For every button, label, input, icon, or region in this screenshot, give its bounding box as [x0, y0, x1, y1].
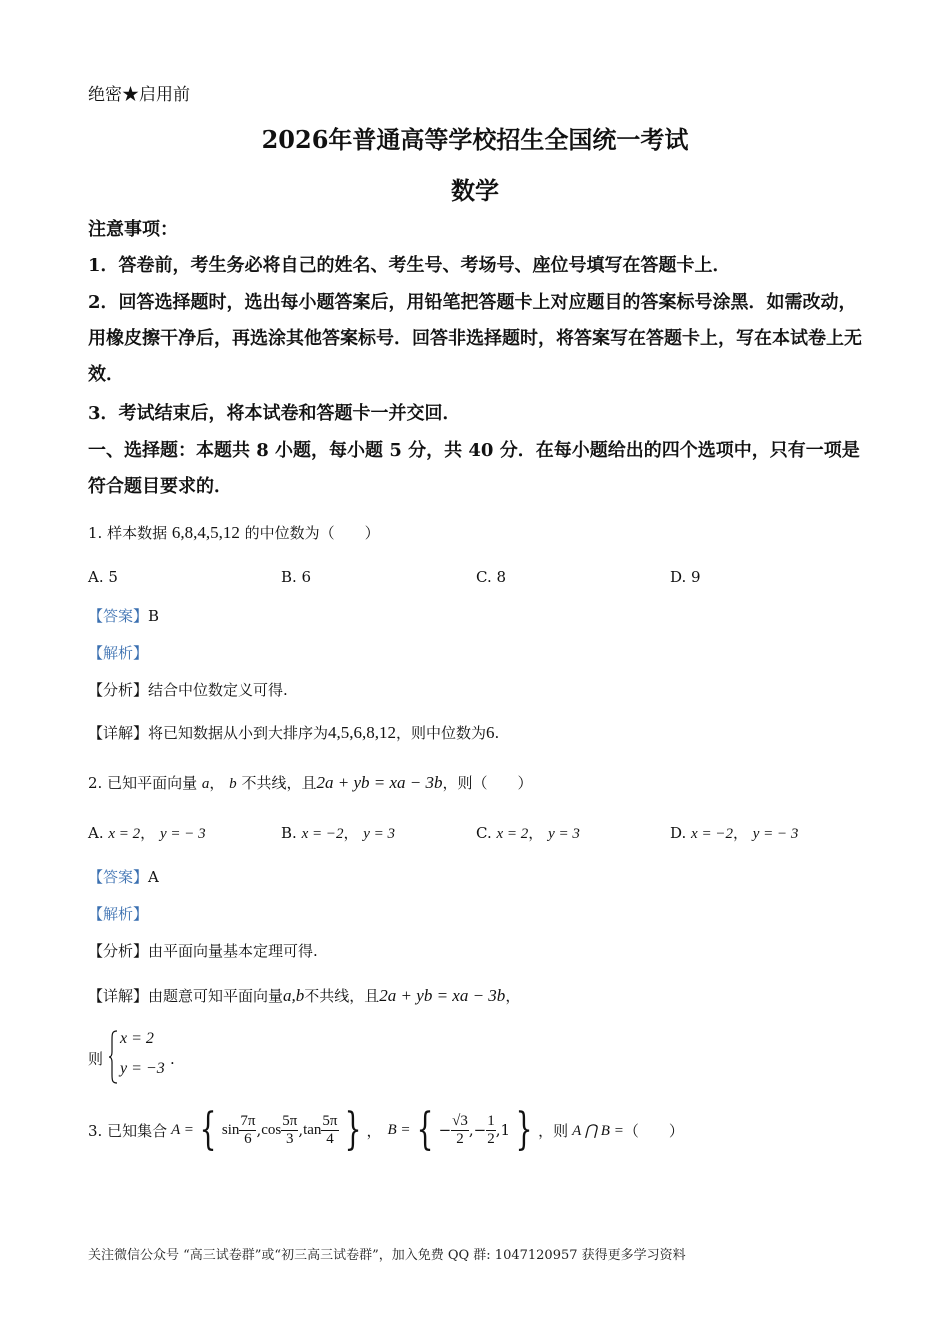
q2-equation: 2a + yb = xa − 3b [316, 773, 443, 792]
exam-subject: 数学 [451, 176, 499, 205]
fraction: $\frac{5\pi}{3}$ [282, 1112, 298, 1147]
right-brace-icon: } [515, 1104, 533, 1155]
right-brace-icon: } [344, 1104, 361, 1155]
notice-item-1: 1．答卷前，考生务必将自己的姓名、考生号、考场号、座位号填写在答题卡上． [88, 255, 731, 276]
fraction: $\frac{7\pi}{6}$ [240, 1112, 256, 1147]
q2-answer: 【答案】A [88, 868, 159, 886]
q1-option-c: C. 8 [476, 568, 507, 586]
q1-analysis-tag: 【解析】 [88, 644, 149, 662]
set-a-name: A = [171, 1121, 194, 1138]
question-2-stem: 2. 已知平面向量 a， b 不共线，且2a + yb = xa − 3b，则（ ） [88, 773, 533, 792]
fraction: $\frac{1}{2}$ [487, 1112, 495, 1147]
exam-title: 2026年普通高等学校招生全国统一考试 [261, 125, 689, 154]
q1-fenxi: 【分析】结合中位数定义可得. [88, 681, 288, 699]
q2-option-d: D. x = −2， y = − 3 [670, 824, 799, 842]
vector-b: b [229, 776, 237, 792]
section-heading: 一、选择题：本题共 8 小题，每小题 5 分，共 40 分．在每小题给出的四个选项中，只有一项是符合题目要求的． [88, 440, 860, 497]
q2-option-a: A. x = 2， y = − 3 [88, 824, 206, 842]
fraction: $\frac{√3}{2}$ [452, 1112, 468, 1147]
q1-answer: 【答案】B [88, 607, 160, 625]
q1-option-d: D. 9 [670, 568, 701, 586]
q2-option-c: C. x = 2， y = 3 [476, 824, 580, 842]
vector-a: a [201, 776, 210, 792]
left-brace-icon: { [199, 1104, 217, 1155]
q1-option-a: A. 5 [88, 568, 118, 586]
q1-data-values: 6,8,4,5,12 [171, 523, 240, 542]
q2-option-b: B. x = −2， y = 3 [281, 824, 396, 842]
q1-detail: 【详解】将已知数据从小到大排序为4,5,6,8,12，则中位数为6. [88, 723, 500, 742]
secret-label: 绝密★启用前 [88, 85, 190, 105]
question-1-stem: 1. 样本数据 6,8,4,5,12 的中位数为（ ） [88, 523, 380, 542]
q2-fenxi: 【分析】由平面向量基本定理可得. [88, 942, 318, 960]
notice-item-2: 2．回答选择题时，选出每小题答案后，用铅笔把答题卡上对应题目的答案标号涂黑．如需改动，用橡皮擦干净后，再选涂其他答案标号．回答非选择题时，将答案写在答题卡上，写在本试卷上无效． [88, 292, 862, 385]
q2-analysis-tag: 【解析】 [88, 905, 149, 923]
notice-item-3: 3．考试结束后，将本试卷和答题卡一并交回． [88, 403, 461, 424]
notice-heading: 注意事项： [88, 219, 178, 240]
footer-note: 关注微信公众号 “高三试卷群”或“初三高三试卷群”，加入免费 QQ 群: 1047120957 获得更多学习资料 [88, 1248, 686, 1263]
fraction: $\frac{5\pi}{4}$ [322, 1112, 338, 1147]
left-brace-icon [108, 1030, 118, 1084]
question-3-stem: 3. 已知集合 A = { sin $\frac{7\pi}{6}$ , cos $\frac{5\pi}{3}$ , tan $\frac{5\pi}{4}$ } ， B = { − $\frac{√3}{2}$ , − $\frac{1}{2}$ , 1 } ， 则 A ⋂ B = （ ） [88, 1104, 684, 1155]
q1-option-b: B. 6 [281, 568, 312, 586]
q2-detail: 【详解】由题意可知平面向量a,b不共线，且2a + yb = xa − 3b， [88, 986, 521, 1005]
exam-page: 绝密★启用前 2026年普通高等学校招生全国统一考试 数学 注意事项： 1．答卷前，考生务必将自己的姓名、考生号、考场号、座位号填写在答题卡上． 2．回答选择题时，选出每小题答案后，用铅笔把答题卡上对应题目的答案标号涂黑．如需改动，用橡皮擦干净后，再选涂其他答案标号．回答非选择题时，将答案写在答题卡上，写在本试卷上无效． 3．考试结束后，将本试卷和答题卡一并交回． 一、选择题：本题共 8 小题，每小题 5 分，共 40 分．在每小题给出的四个选项中，只有一项是符合题目要求的． 1. 样本数据 6,8,4,5,12 的中位数为（ ） A. 5 B. 6 C. 8 D. 9 【答案】B 【解析】 【分析】结合中位数定义可得. 【详解】将已知数据从小到大排序为4,5,6,8,12，则中位数为6. 2. 已知平面向量 a， b 不共线，且2a + yb = xa − 3b，则（ ） A. x = 2， y = − 3 B. x = −2， y = 3 C. x = 2， y = 3 D. x = −2， y = − 3 【答案】A 【解析】 【分析】由平面向量基本定理可得. 【详解】由题意可知平面向量a,b不共线，且2a + yb = xa − 3b， 则 x = 2 y = −3 . 3. 已知集合 A = { sin $\frac{7\pi}{6}$ , cos $\frac{5\pi}{3}$ , tan $\frac{5\pi}{4}$ } ， B = { − $\frac{√3}{2}$ , − $\frac{1}{2}$ , 1 } ， 则 A ⋂ B = （ ） 关注微信公众号 “高三试卷群”或“初三高三试卷群”，加入免费 QQ 群: 1047120957 获得更多学习资料 [0, 0, 950, 1344]
intersection-expr: A ⋂ B = [572, 1122, 624, 1139]
set-b-name: B = [387, 1121, 411, 1138]
left-brace-icon: { [416, 1104, 433, 1155]
